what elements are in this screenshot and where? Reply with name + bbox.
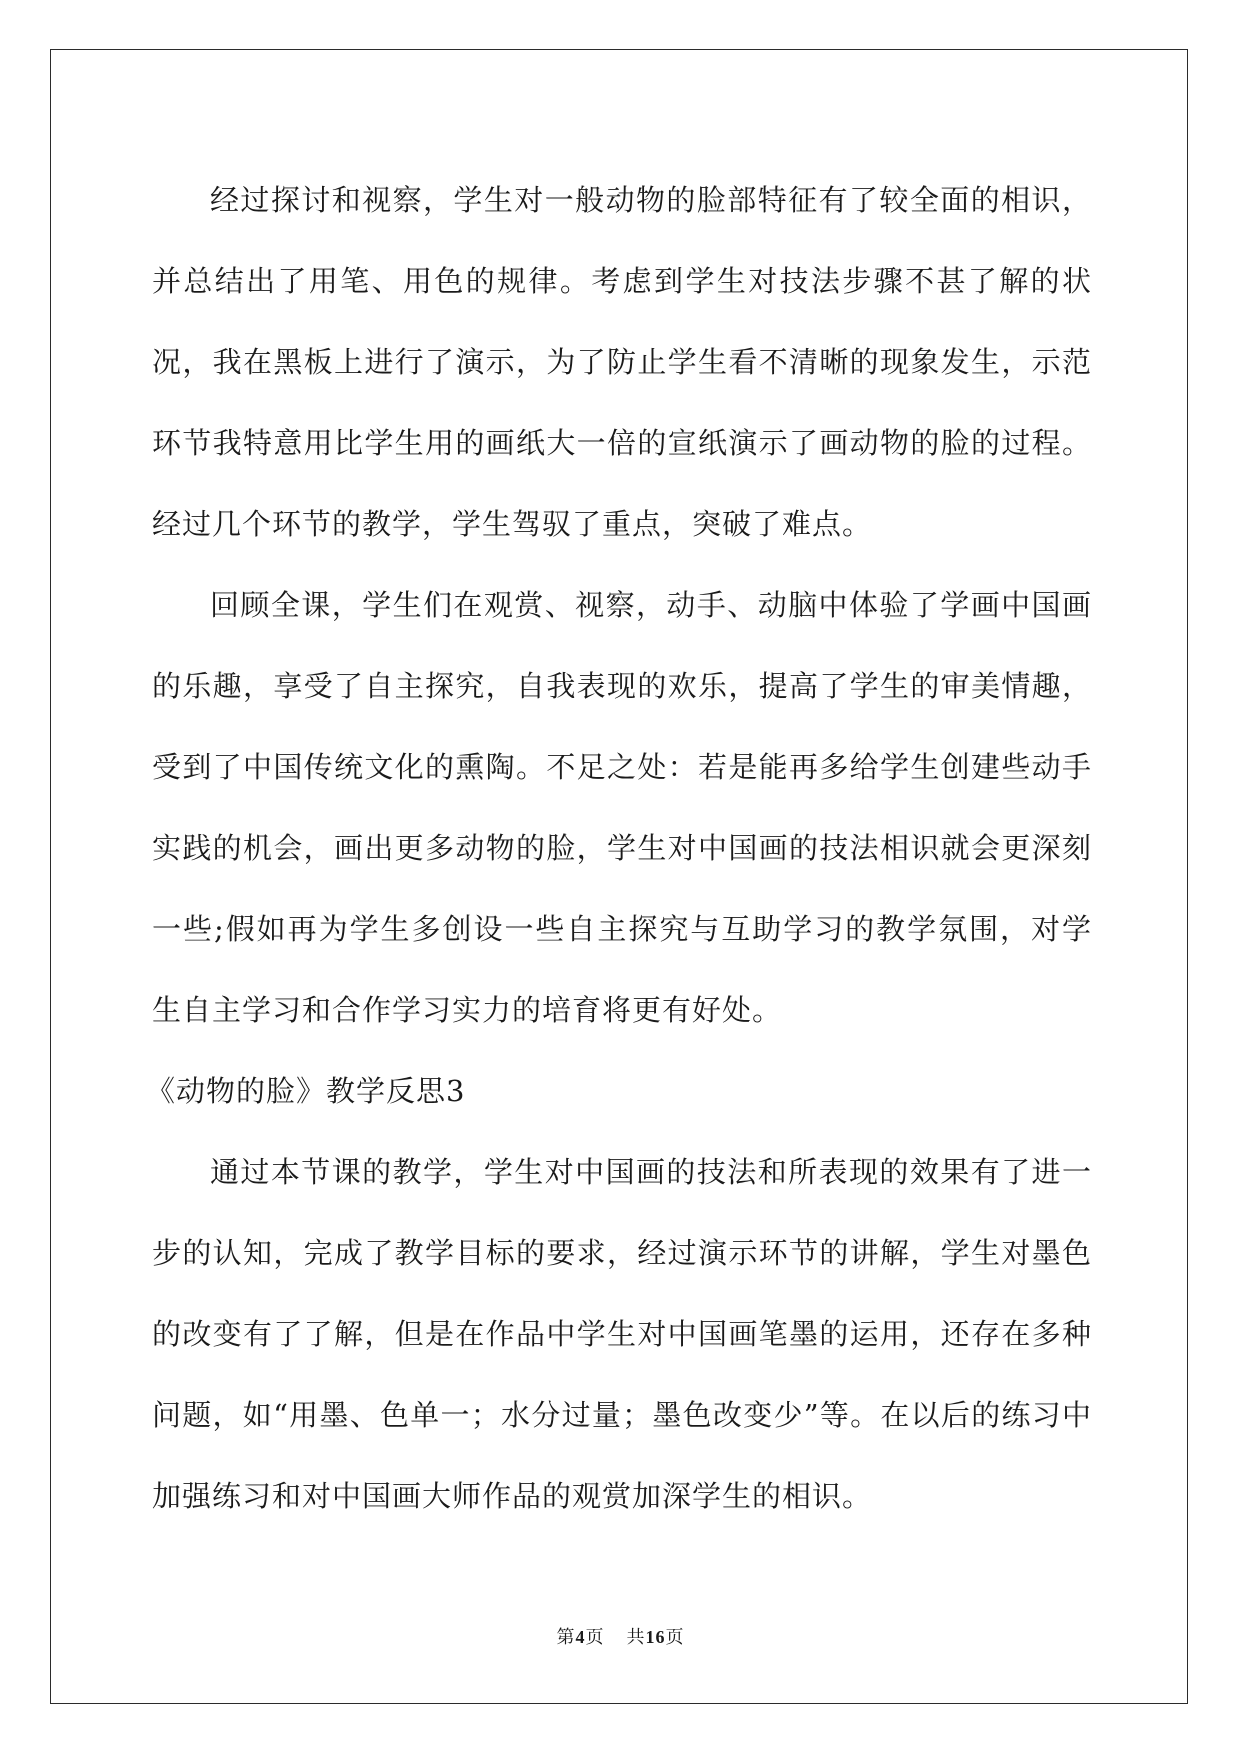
paragraph-2: 回顾全课，学生们在观赏、视察，动手、动脑中体验了学画中国画的乐趣，享受了自主探究，自我表现的欢乐，提高了学生的审美情趣，受到了中国传统文化的熏陶。不足之处：若是能再多给学生创建些动手实践的机会，画出更多动物的脸，学生对中国画的技法相识就会更深刻一些;假如再为学生多创设一些自主探究与互助学习的教学氛围，对学生自主学习和合作学习实力的培育将更有好处。 <box>152 588 1092 1027</box>
page-prefix: 第 <box>556 1627 576 1648</box>
document-body <box>146 160 1092 1537</box>
page-footer <box>0 1623 1241 1649</box>
section-heading: 《动物的脸》教学反思3 <box>146 1074 466 1108</box>
paragraph-3: 通过本节课的教学，学生对中国画的技法和所表现的效果有了进一步的认知，完成了教学目标的要求，经过演示环节的讲解，学生对墨色的改变有了了解，但是在作品中学生对中国画笔墨的运用，还存在多种问题，如“用墨、色单一；水分过量；墨色改变少”等。在以后的练习中加强练习和对中国画大师作品的观赏加深学生的相识。 <box>152 1155 1092 1513</box>
total-suffix: 页 <box>665 1627 685 1648</box>
total-pages: 16 <box>645 1627 666 1647</box>
page-number: 4 <box>575 1627 586 1647</box>
total-prefix: 共 <box>626 1627 646 1648</box>
paragraph-1: 经过探讨和视察，学生对一般动物的脸部特征有了较全面的相识，并总结出了用笔、用色的规律。考虑到学生对技法步骤不甚了解的状况，我在黑板上进行了演示，为了防止学生看不清晰的现象发生，示范环节我特意用比学生用的画纸大一倍的宣纸演示了画动物的脸的过程。经过几个环节的教学，学生驾驭了重点，突破了难点。 <box>152 183 1092 541</box>
page-suffix: 页 <box>585 1627 605 1648</box>
